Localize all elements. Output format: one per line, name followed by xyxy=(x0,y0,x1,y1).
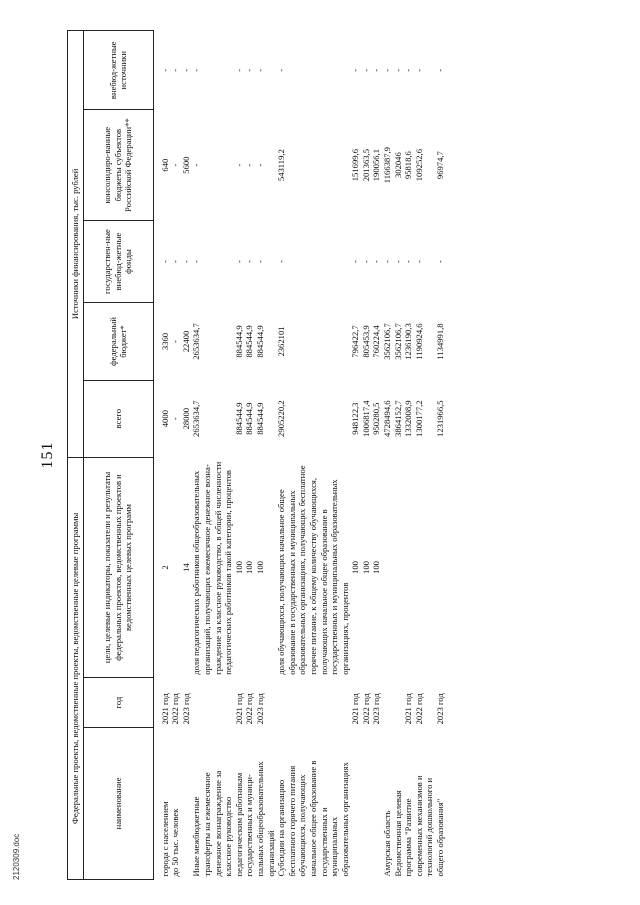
row-funds-cell xyxy=(223,220,234,303)
row-total-cell: 948122,3 xyxy=(350,402,361,435)
row-year-cell: 2021 год xyxy=(350,693,361,725)
row-funds-cell: - xyxy=(276,260,287,264)
row-regional-cell: 5600 xyxy=(180,156,191,174)
row-regional-cell xyxy=(223,110,234,220)
row-regional-cell xyxy=(287,110,298,220)
row-extra-cell: - xyxy=(254,68,265,72)
row-name-cell: муниципальных xyxy=(329,817,340,877)
row-funds-cell: - xyxy=(244,260,255,264)
col-federal-header: федеральный бюджет* xyxy=(83,303,153,380)
row-total-cell: 4000 xyxy=(159,410,170,428)
row-year-cell xyxy=(202,678,213,728)
row-funds-cell: - xyxy=(191,260,202,264)
row-total-cell: 950280,5 xyxy=(371,402,382,435)
table-row xyxy=(244,31,255,880)
row-total-cell xyxy=(319,380,330,457)
row-year-cell: 2023 год xyxy=(371,693,382,725)
row-year-cell: 2023 год xyxy=(254,693,265,725)
row-name-cell: технологий дошкольного и xyxy=(424,777,435,877)
row-extra-cell: - xyxy=(159,68,170,72)
table-row xyxy=(424,31,435,880)
document-code: 2120309.doc xyxy=(12,833,21,880)
table-row xyxy=(202,31,213,880)
row-federal-cell xyxy=(297,303,308,380)
row-regional-cell: 1166387,9 xyxy=(382,147,393,184)
row-year-cell xyxy=(191,678,202,728)
row-federal-cell: 884544,9 xyxy=(233,325,244,358)
row-name-cell xyxy=(361,727,372,879)
row-regional-cell: - xyxy=(191,163,202,167)
row-federal-cell: 884544,9 xyxy=(254,325,265,358)
row-name-cell: общего образования" xyxy=(435,798,446,877)
row-regional-cell: 190056,1 xyxy=(371,149,382,182)
row-year-cell: 2022 год xyxy=(244,693,255,725)
row-total-cell: 1332008,9 xyxy=(403,400,414,437)
row-extra-cell: - xyxy=(180,68,191,72)
row-funds-cell: - xyxy=(350,260,361,264)
row-regional-cell: 96974,7 xyxy=(435,151,446,180)
row-year-cell xyxy=(340,678,351,728)
row-funds-cell xyxy=(329,220,340,303)
row-funds-cell: - xyxy=(159,260,170,264)
row-regional-cell: 109252,6 xyxy=(413,149,424,182)
col-extra-header: внебюд-жетные источники xyxy=(83,31,153,111)
row-total-cell: 1231966,5 xyxy=(435,400,446,437)
row-year-cell xyxy=(223,678,234,728)
table-row xyxy=(191,31,202,880)
row-year-cell: 2021 год xyxy=(403,693,414,725)
row-funds-cell xyxy=(213,220,224,303)
row-name-cell: организаций xyxy=(265,830,276,877)
row-federal-cell: 796422,7 xyxy=(350,325,361,358)
row-total-cell xyxy=(308,380,319,457)
row-name-cell: Субсидии на организацию xyxy=(276,779,287,877)
row-name-cell: бесплатного горячего питания xyxy=(286,765,297,877)
row-year-cell: 2022 год xyxy=(413,693,424,725)
row-name-cell: классное руководство xyxy=(223,796,234,877)
row-extra-cell: - xyxy=(360,68,371,72)
row-federal-cell xyxy=(340,303,351,380)
row-regional-cell xyxy=(297,110,308,220)
row-name-cell: Амурская область xyxy=(382,810,393,877)
row-funds-cell xyxy=(319,220,330,303)
row-federal-cell xyxy=(308,303,319,380)
row-federal-cell xyxy=(213,303,224,380)
row-federal-cell: 884544,9 xyxy=(244,325,255,358)
table-row xyxy=(153,31,170,880)
row-federal-cell: 805453,9 xyxy=(360,325,371,358)
table-row xyxy=(361,31,372,880)
row-total-cell xyxy=(329,380,340,457)
table-row xyxy=(287,31,298,880)
row-name-cell: трансферты на ежемесячное xyxy=(201,772,212,877)
table-body xyxy=(153,31,446,880)
table-row xyxy=(329,31,340,880)
row-goal-cell: государственных и муниципальных образовательных xyxy=(329,479,340,675)
row-total-cell: 2905220,2 xyxy=(276,400,287,437)
row-name-cell: современных механизмов и xyxy=(413,775,424,877)
row-goal-cell: организациях, процентов xyxy=(339,582,350,675)
row-federal-cell xyxy=(266,303,277,380)
row-name-cell: пальных общеобразовательных xyxy=(254,761,265,877)
col-total-header: всего xyxy=(83,380,153,457)
row-name-cell: образовательных организациях xyxy=(339,762,350,877)
row-extra-cell xyxy=(340,31,351,111)
row-goal-cell: получающих начальное общее образование в xyxy=(318,509,329,675)
row-total-cell xyxy=(340,380,351,457)
row-name-cell: обучающихся, получающих xyxy=(297,774,308,877)
col-goals-header: цели, целевые индикаторы, показатели и результаты федеральных проектов, ведомственных проектов и ведомственных целевых программ xyxy=(83,457,153,678)
row-year-cell xyxy=(213,678,224,728)
row-total-cell xyxy=(424,380,435,457)
row-year-cell xyxy=(266,678,277,728)
row-federal-cell: 2362101 xyxy=(276,326,287,357)
row-federal-cell xyxy=(223,303,234,380)
row-funds-cell: - xyxy=(360,260,371,264)
row-extra-cell xyxy=(213,31,224,111)
row-funds-cell xyxy=(202,220,213,303)
row-goal-cell: горячее питание, к общему количеству обучающихся, xyxy=(307,478,318,675)
row-funds-cell: - xyxy=(382,260,393,264)
row-goal-cell: организаций, получающих ежемесячное денежное возна- xyxy=(201,464,212,675)
row-extra-cell: - xyxy=(403,68,414,72)
row-regional-cell: 201363,5 xyxy=(360,149,371,182)
row-extra-cell: - xyxy=(392,68,403,72)
row-federal-cell: 3360 xyxy=(159,332,170,351)
row-total-cell: 4728494,6 xyxy=(382,400,393,437)
row-year-cell xyxy=(329,678,340,728)
row-extra-cell: - xyxy=(276,68,287,72)
row-name-cell xyxy=(181,727,192,879)
page-number: 151 xyxy=(39,441,56,469)
row-goal-cell xyxy=(170,457,181,678)
row-extra-cell xyxy=(297,31,308,111)
table-row xyxy=(308,31,319,880)
row-funds-cell xyxy=(308,220,319,303)
row-extra-cell xyxy=(424,31,435,111)
row-total-cell: 884544,9 xyxy=(254,402,265,435)
table-row xyxy=(255,31,266,880)
row-extra-cell xyxy=(329,31,340,111)
row-federal-cell xyxy=(287,303,298,380)
row-extra-cell xyxy=(319,31,330,111)
row-regional-cell: 543119,2 xyxy=(276,149,287,182)
row-name-cell: государственных и xyxy=(318,807,329,877)
row-regional-cell: - xyxy=(244,163,255,167)
row-name-cell: начальное общее образование в xyxy=(307,760,318,877)
row-total-cell: 3864152,7 xyxy=(392,400,403,437)
row-goal-cell xyxy=(414,457,425,678)
row-federal-cell: 1190924,6 xyxy=(413,323,424,360)
row-year-cell xyxy=(287,678,298,728)
row-funds-cell: - xyxy=(403,260,414,264)
row-year-cell: 2023 год xyxy=(435,693,446,725)
row-goal-cell: 100 xyxy=(360,561,371,574)
col-regional-header: консолидиро-ванные бюджеты субъектов Российской Федерации** xyxy=(83,110,153,220)
row-extra-cell: - xyxy=(191,68,202,72)
row-name-cell: программа "Развитие xyxy=(403,798,414,877)
row-year-cell: 2023 год xyxy=(180,693,191,725)
row-funds-cell xyxy=(287,220,298,303)
row-federal-cell: 1236190,3 xyxy=(403,323,414,360)
row-funds-cell: - xyxy=(435,260,446,264)
row-regional-cell xyxy=(329,110,340,220)
row-year-cell xyxy=(308,678,319,728)
row-total-cell: 884544,9 xyxy=(233,402,244,435)
row-federal-cell xyxy=(329,303,340,380)
row-name-cell: города с населением xyxy=(159,801,170,877)
row-name-cell: Иные межбюджетные xyxy=(191,796,202,877)
row-goal-cell xyxy=(393,457,404,678)
row-funds-cell: - xyxy=(392,260,403,264)
row-regional-cell: 95818,6 xyxy=(403,151,414,180)
row-federal-cell xyxy=(424,303,435,380)
row-regional-cell xyxy=(266,110,277,220)
row-funds-cell xyxy=(424,220,435,303)
row-funds-cell: - xyxy=(233,260,244,264)
row-regional-cell xyxy=(202,110,213,220)
row-federal-cell: 3562106,7 xyxy=(382,323,393,360)
table-row xyxy=(350,31,361,880)
row-goal-cell: образовательных организациях, получающих бесплатное xyxy=(297,465,308,675)
col-year-header: год xyxy=(83,678,153,728)
row-goal-cell: 100 xyxy=(371,561,382,574)
row-funds-cell: - xyxy=(170,260,181,264)
row-regional-cell: 151699,6 xyxy=(350,149,361,182)
row-goal-cell: 14 xyxy=(180,563,191,572)
table-row xyxy=(213,31,224,880)
row-total-cell xyxy=(297,380,308,457)
row-goal-cell xyxy=(424,457,435,678)
row-extra-cell: - xyxy=(413,68,424,72)
row-goal-cell: 100 xyxy=(254,561,265,574)
row-name-cell xyxy=(371,727,382,879)
row-regional-cell: - xyxy=(254,163,265,167)
row-year-cell: 2021 год xyxy=(159,693,170,725)
row-federal-cell: 1134991,8 xyxy=(435,323,446,360)
row-extra-cell xyxy=(308,31,319,111)
row-extra-cell: - xyxy=(170,68,181,72)
table-row xyxy=(181,31,192,880)
row-extra-cell xyxy=(266,31,277,111)
table-row xyxy=(340,31,351,880)
row-year-cell: 2021 год xyxy=(233,693,244,725)
row-total-cell: - xyxy=(170,417,181,421)
row-funds-cell xyxy=(266,220,277,303)
col-funds-header: государствен-ные внебюд-жетные фонды xyxy=(83,220,153,303)
row-goal-cell: доля обучающихся, получающих начальное общее xyxy=(276,489,287,675)
row-total-cell xyxy=(213,380,224,457)
row-year-cell xyxy=(297,678,308,728)
row-funds-cell: - xyxy=(413,260,424,264)
table-row xyxy=(435,31,446,880)
row-regional-cell: 302046 xyxy=(392,152,403,179)
row-regional-cell: 640 xyxy=(159,158,170,172)
row-year-cell xyxy=(276,678,287,728)
row-federal-cell: 3562106,7 xyxy=(392,323,403,360)
row-goal-cell: образование в государственных и муниципальных xyxy=(286,490,297,675)
row-year-cell: 2022 год xyxy=(360,693,371,725)
row-total-cell: 28000 xyxy=(180,407,191,430)
row-goal-cell xyxy=(403,457,414,678)
row-extra-cell xyxy=(287,31,298,111)
row-extra-cell: - xyxy=(244,68,255,72)
row-funds-cell: - xyxy=(371,260,382,264)
row-goal-cell: 100 xyxy=(350,561,361,574)
row-extra-cell: - xyxy=(435,68,446,72)
row-federal-cell: - xyxy=(170,340,181,343)
row-goal-cell: 100 xyxy=(244,561,255,574)
row-year-cell: 2022 год xyxy=(170,693,181,725)
row-year-cell xyxy=(382,678,393,728)
table-row xyxy=(297,31,308,880)
row-year-cell xyxy=(424,678,435,728)
row-name-cell: Ведомственная целевая xyxy=(392,790,403,877)
row-regional-cell xyxy=(340,110,351,220)
row-goal-cell xyxy=(435,457,446,678)
row-goal-cell: педагогических работников такой категории, процентов xyxy=(223,470,234,675)
table-row xyxy=(414,31,425,880)
row-goal-cell: 2 xyxy=(159,565,170,570)
group-header: Федеральные проекты, ведомственные проекты, ведомственные целевые программы xyxy=(68,457,84,879)
row-funds-cell xyxy=(297,220,308,303)
row-extra-cell xyxy=(202,31,213,111)
row-total-cell: 1006817,4 xyxy=(360,400,371,437)
row-regional-cell xyxy=(308,110,319,220)
row-total-cell: 1300177,2 xyxy=(413,400,424,437)
row-total-cell xyxy=(223,380,234,457)
row-total-cell xyxy=(287,380,298,457)
table-row xyxy=(319,31,330,880)
row-extra-cell xyxy=(223,31,234,111)
row-federal-cell: 22400 xyxy=(180,330,191,353)
row-year-cell xyxy=(319,678,330,728)
row-total-cell: 884544,9 xyxy=(244,402,255,435)
row-federal-cell xyxy=(202,303,213,380)
col-name-header: наименование xyxy=(83,727,153,879)
row-regional-cell xyxy=(213,110,224,220)
row-name-cell xyxy=(350,727,361,879)
table-row xyxy=(403,31,414,880)
table-row xyxy=(223,31,234,880)
row-extra-cell: - xyxy=(382,68,393,72)
row-total-cell: 2653634,7 xyxy=(191,400,202,437)
row-goal-cell: доля педагогических работников общеобразовательных xyxy=(191,470,202,675)
row-goal-cell xyxy=(382,457,393,678)
row-funds-cell: - xyxy=(254,260,265,264)
row-total-cell xyxy=(266,380,277,457)
row-federal-cell: 760224,4 xyxy=(371,325,382,358)
financing-table xyxy=(67,30,446,880)
table-row xyxy=(266,31,277,880)
row-extra-cell: - xyxy=(371,68,382,72)
row-extra-cell: - xyxy=(233,68,244,72)
table-row xyxy=(393,31,404,880)
row-total-cell xyxy=(202,380,213,457)
row-regional-cell: - xyxy=(233,163,244,167)
sources-header: Источники финансирования, тыс. рублей xyxy=(68,31,84,458)
row-goal-cell: граждение за классное руководство, в общей численности xyxy=(212,461,223,675)
table-row xyxy=(170,31,181,880)
row-regional-cell xyxy=(319,110,330,220)
table-row xyxy=(371,31,382,880)
row-year-cell xyxy=(393,678,404,728)
table-row xyxy=(234,31,245,880)
row-funds-cell xyxy=(340,220,351,303)
row-name-cell: денежное вознаграждение за xyxy=(212,770,223,877)
table-row xyxy=(276,31,287,880)
row-federal-cell xyxy=(319,303,330,380)
row-goal-cell: 100 xyxy=(233,561,244,574)
row-regional-cell xyxy=(424,110,435,220)
table-row xyxy=(382,31,393,880)
row-funds-cell: - xyxy=(180,260,191,264)
row-goal-cell xyxy=(266,457,277,678)
row-extra-cell: - xyxy=(350,68,361,72)
row-name-cell: до 50 тыс. человек xyxy=(170,808,181,877)
row-name-cell: педагогическим работникам xyxy=(233,772,244,877)
rotated-page xyxy=(39,30,625,880)
row-federal-cell: 2653634,7 xyxy=(191,323,202,360)
row-name-cell: государственных и муници- xyxy=(244,774,255,877)
row-regional-cell: - xyxy=(170,163,181,167)
